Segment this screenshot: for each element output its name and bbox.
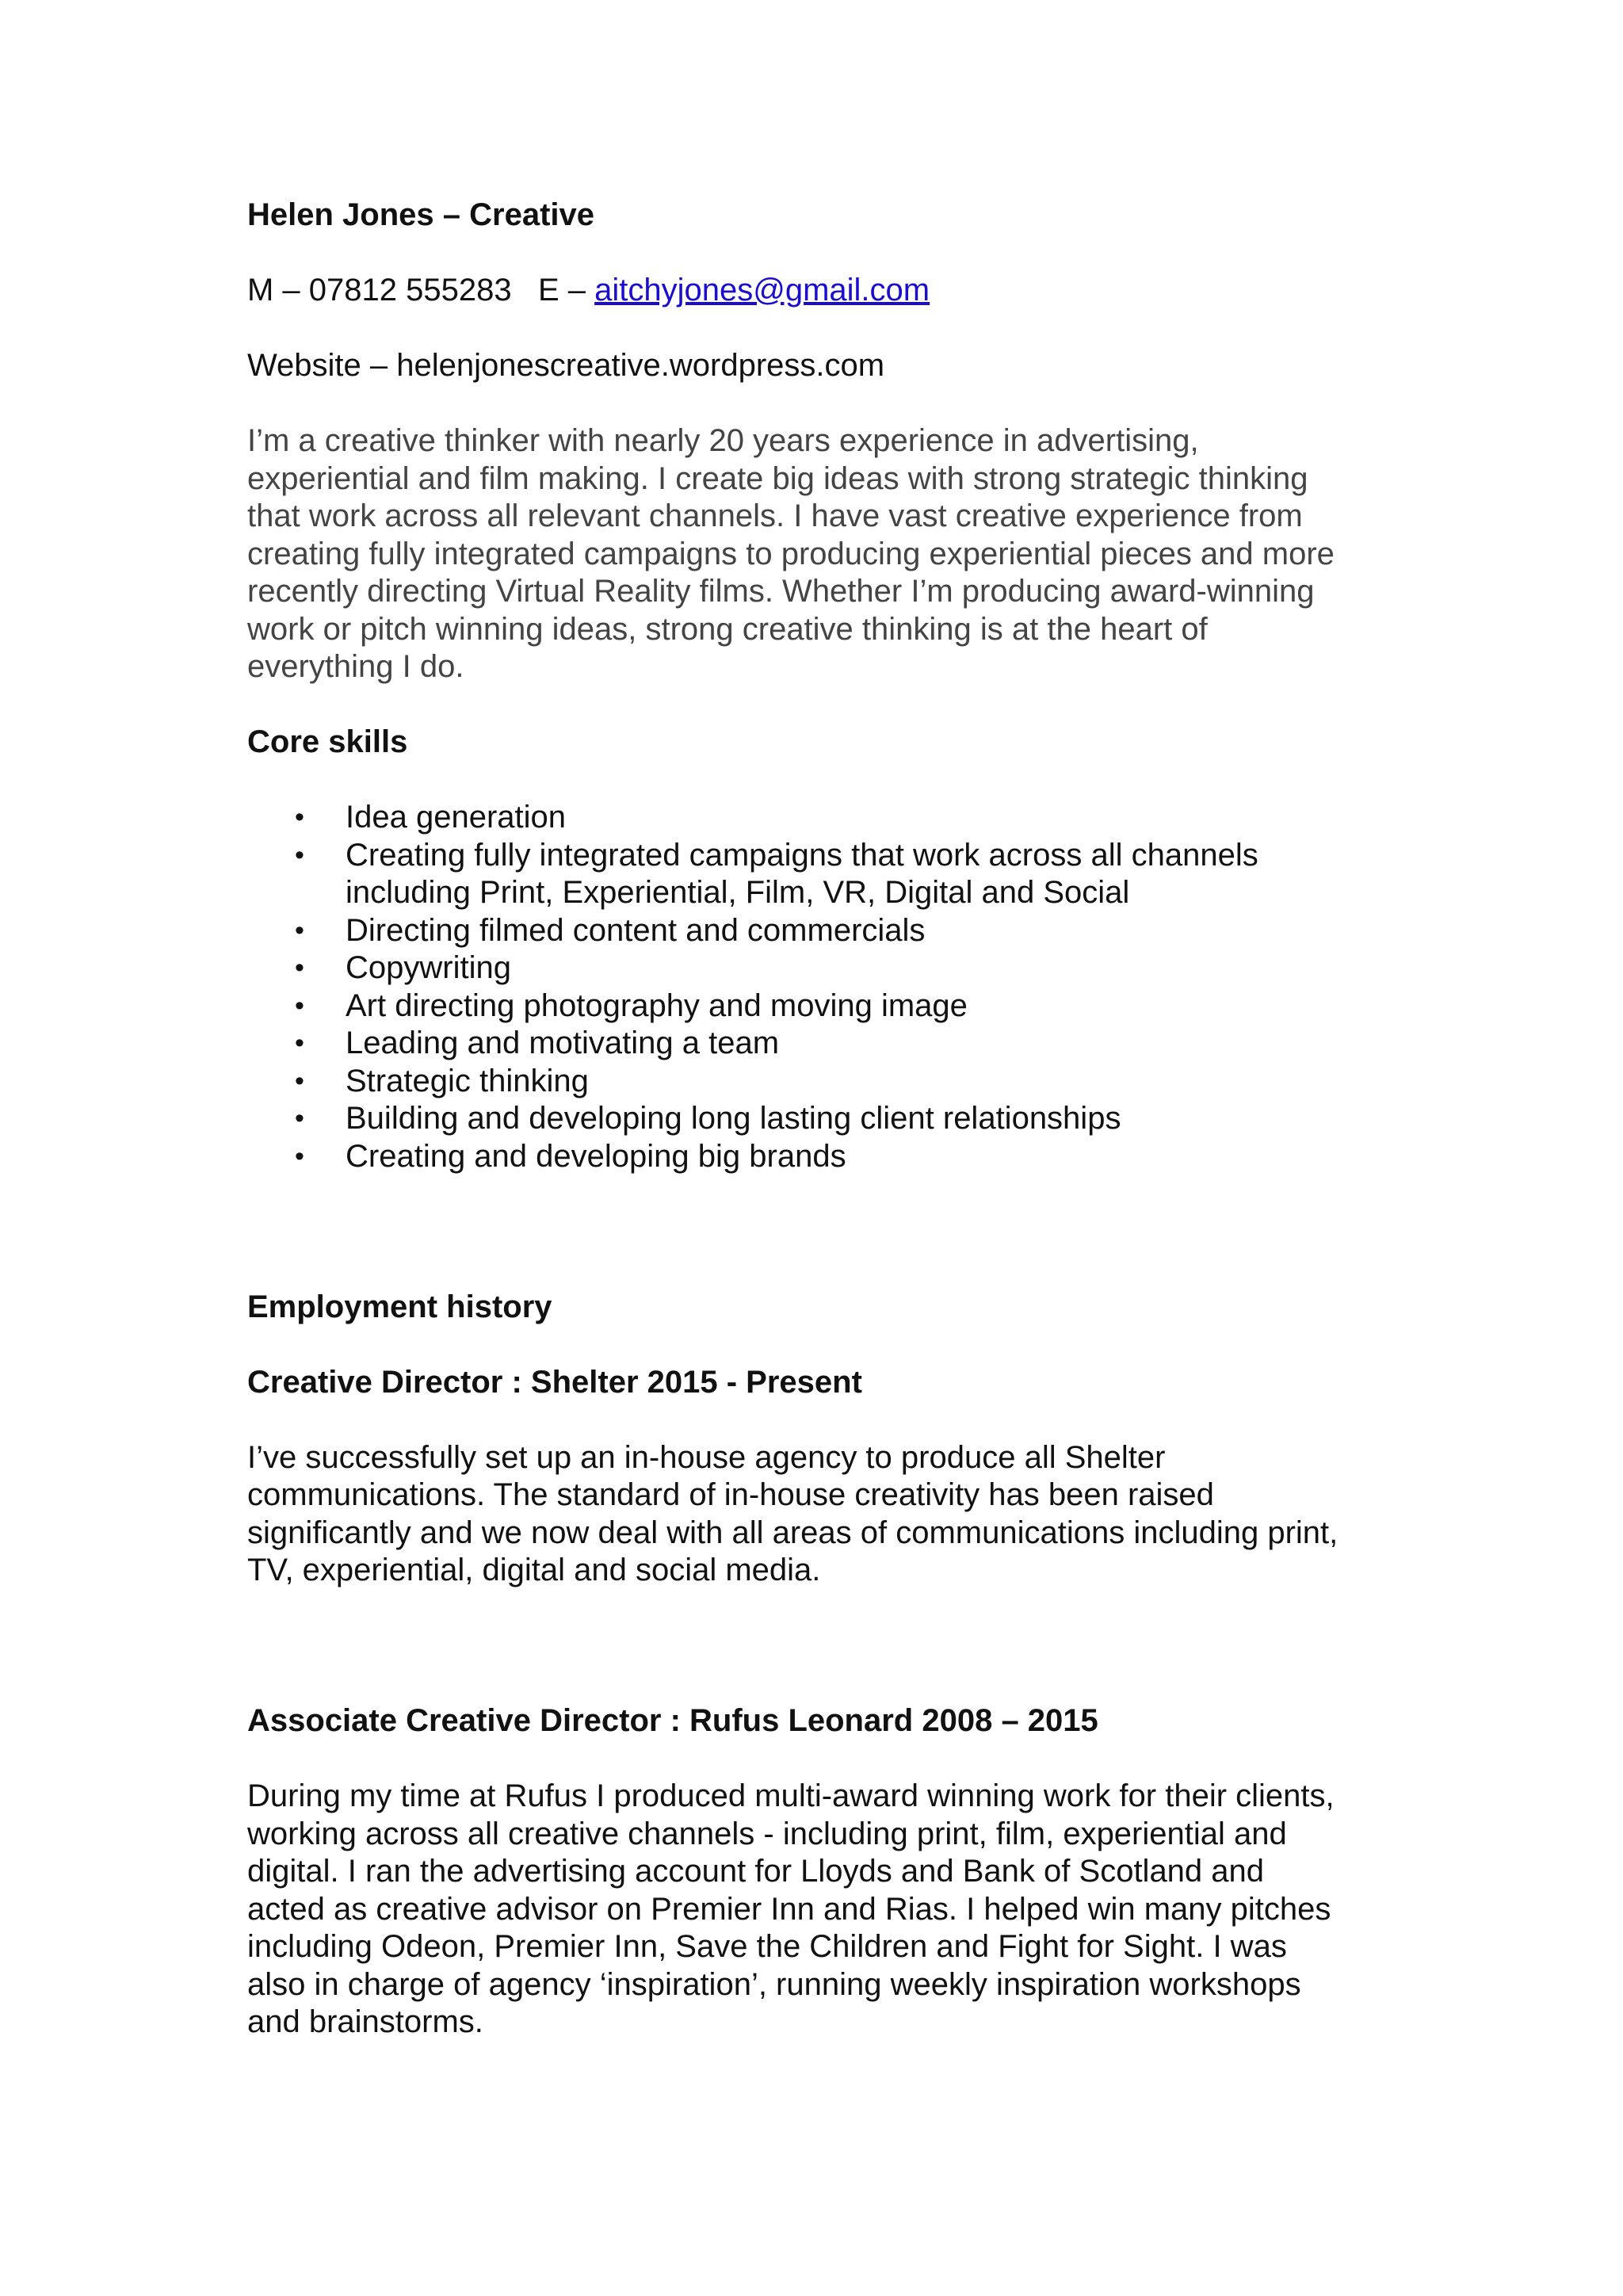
skill-text: Creating and developing big brands (346, 1138, 846, 1174)
skill-text: Idea generation (346, 800, 567, 835)
job-title: Creative Director : Shelter 2015 - Present (247, 1364, 862, 1400)
mobile-number: M – 07812 555283 (247, 273, 512, 308)
job-description: During my time at Rufus I produced multi-award winning work for their clients, working across all creative channels - including print, film, experiential and digital. I ran the advertising account for Lloyds and Bank of Scotland and acted as creative advisor on Premier Inn and Rias. I helped win many pitches including Odeon, Premier Inn, Save the Children and Fight for Sight. I was also in charge of agency ‘inspiration’, running weekly inspiration workshops and brainstorms. (247, 1778, 1335, 2039)
bullet-icon: • (295, 1140, 304, 1171)
skill-text: Art directing photography and moving image (346, 988, 968, 1023)
summary-paragraph: I’m a creative thinker with nearly 20 years experience in advertising, experiential and film making. I create big ideas with strong strategic thinking that work across all relevant channels. I have vast creative experience from creating fully integrated campaigns to producing experiential pieces and more recently directing Virtual Reality films. Whether I’m producing award-winning work or pitch winning ideas, strong creative thinking is at the heart of everything I do. (247, 423, 1335, 684)
list-item (247, 1025, 1404, 1063)
core-skills-list (247, 799, 1404, 1175)
core-skills-heading: Core skills (247, 724, 408, 759)
skill-text: Building and developing long lasting client relationships (346, 1101, 1121, 1136)
list-item (247, 1063, 1404, 1101)
website-line: Website – helenjonescreative.wordpress.com (247, 348, 885, 383)
employment-heading: Employment history (247, 1289, 552, 1324)
skill-text: Directing filmed content and commercials (346, 912, 926, 948)
skill-text: Copywriting (346, 950, 511, 985)
list-item (247, 837, 1404, 912)
bullet-icon: • (295, 915, 304, 946)
list-item (247, 799, 1404, 837)
bullet-icon: • (295, 1065, 304, 1096)
resume-content (247, 197, 1404, 2042)
list-item (247, 1138, 1404, 1176)
list-item (247, 1100, 1404, 1138)
contact-line (247, 272, 1404, 310)
bullet-icon: • (295, 802, 304, 832)
job-description: I’ve successfully set up an in-house agency to produce all Shelter communications. The standard of in-house creativity has been raised significantly and we now deal with all areas of communications including print, TV, experiential, digital and social media. (247, 1439, 1338, 1587)
bullet-icon: • (295, 953, 304, 983)
bullet-icon: • (295, 1028, 304, 1058)
job-title: Associate Creative Director : Rufus Leonard 2008 – 2015 (247, 1703, 1098, 1738)
skill-text: Strategic thinking (346, 1063, 589, 1098)
name-title: Helen Jones – Creative (247, 197, 594, 232)
email-link[interactable]: aitchyjones@gmail.com (594, 273, 930, 308)
bullet-icon: • (295, 1103, 304, 1133)
list-item (247, 912, 1404, 950)
list-item (247, 949, 1404, 988)
skill-text: Leading and motivating a team (346, 1026, 780, 1060)
bullet-icon: • (295, 839, 304, 870)
bullet-icon: • (295, 990, 304, 1021)
list-item (247, 988, 1404, 1026)
email-label: E – (537, 273, 595, 308)
skill-text: Creating fully integrated campaigns that work across all channels including Print, Experiential, Film, VR, Digital and Social (346, 837, 1258, 910)
